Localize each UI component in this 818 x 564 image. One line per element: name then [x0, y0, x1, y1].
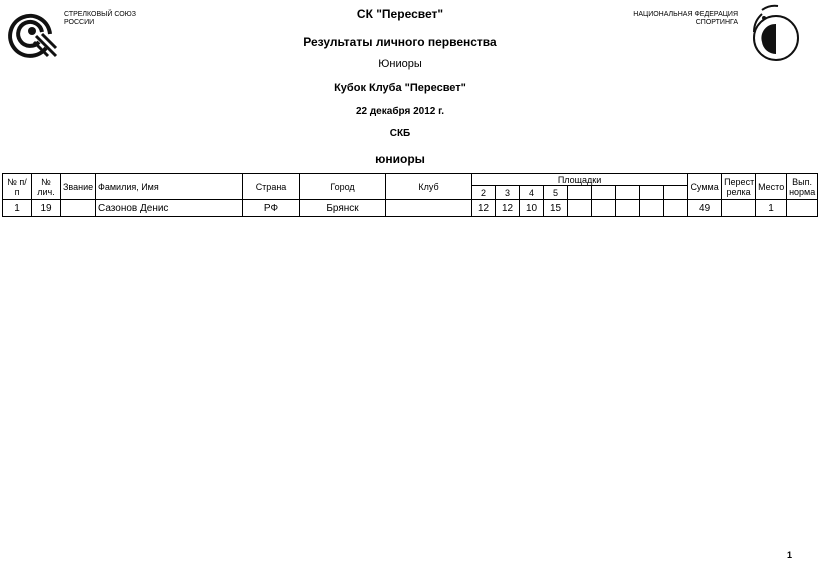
- header-rank: Звание: [61, 174, 96, 200]
- cell-lic: 19: [32, 200, 61, 217]
- club-title: СК "Пересвет": [356, 7, 444, 21]
- header-country: Страна: [243, 174, 300, 200]
- cell-score: 12: [496, 200, 520, 217]
- header-stations: Площадки: [472, 174, 688, 186]
- results-title: Результаты личного первенства: [303, 35, 497, 49]
- org-left-line1: СТРЕЛКОВЫЙ СОЮЗ: [64, 11, 136, 18]
- cell-score: 12: [472, 200, 496, 217]
- table-row: [3, 200, 818, 217]
- cell-score: 15: [544, 200, 568, 217]
- header-num: № п/п: [3, 174, 32, 200]
- org-right-line1: НАЦИОНАЛЬНАЯ ФЕДЕРАЦИЯ: [633, 11, 738, 18]
- cell-score: [592, 200, 616, 217]
- station-number: [664, 186, 688, 200]
- table-header-row: [3, 174, 818, 186]
- cell-country: РФ: [243, 200, 300, 217]
- cell-shootoff: [722, 200, 756, 217]
- cell-score: [616, 200, 640, 217]
- discipline: СКБ: [389, 128, 411, 139]
- cell-score: [640, 200, 664, 217]
- cell-score: [568, 200, 592, 217]
- header-name: Фамилия, Имя: [96, 174, 243, 200]
- station-number: 3: [496, 186, 520, 200]
- station-number: [616, 186, 640, 200]
- event-date: 22 декабря 2012 г.: [355, 106, 445, 117]
- cell-score: 10: [520, 200, 544, 217]
- cell-city: Брянск: [300, 200, 386, 217]
- cup-title: Кубок Клуба "Пересвет": [334, 82, 466, 94]
- header-place: Место: [756, 174, 787, 200]
- station-number: [640, 186, 664, 200]
- page-number: 1: [787, 550, 793, 560]
- header-club: Клуб: [386, 174, 472, 200]
- cell-rank: [61, 200, 96, 217]
- station-number: [592, 186, 616, 200]
- cell-num: 1: [3, 200, 32, 217]
- station-number: 5: [544, 186, 568, 200]
- header-city: Город: [300, 174, 386, 200]
- org-left-line2: РОССИИ: [64, 19, 95, 26]
- station-number: 2: [472, 186, 496, 200]
- results-table: [2, 173, 818, 217]
- category-subtitle: Юниоры: [378, 58, 422, 70]
- header-shootoff: Перест релка: [722, 174, 756, 200]
- cell-sum: 49: [688, 200, 722, 217]
- cell-place: 1: [756, 200, 787, 217]
- header-norm: Вып. норма: [787, 174, 818, 200]
- header-sum: Сумма: [688, 174, 722, 200]
- cell-name: Сазонов Денис: [96, 200, 243, 217]
- station-number: [568, 186, 592, 200]
- org-right-line2: СПОРТИНГА: [695, 19, 738, 26]
- header-lic: № лич.: [32, 174, 61, 200]
- cell-club: [386, 200, 472, 217]
- cell-norm: [787, 200, 818, 217]
- group-title: юниоры: [375, 152, 425, 166]
- station-number: 4: [520, 186, 544, 200]
- cell-score: [664, 200, 688, 217]
